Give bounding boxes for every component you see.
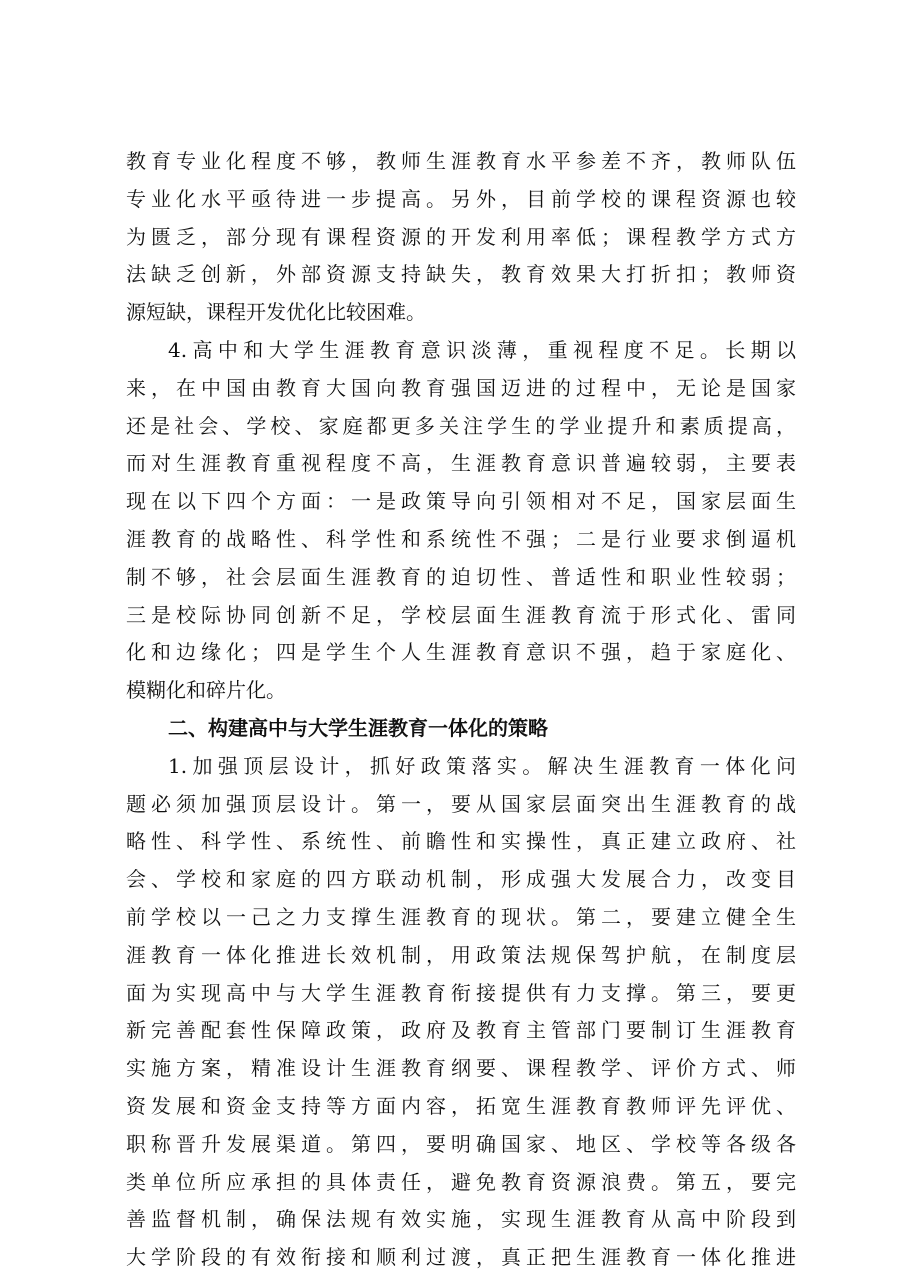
- text-line: 大学阶段的有效衔接和顺利过渡，真正把生涯教育一体化推进: [126, 1245, 796, 1270]
- text-line: 会、学校和家庭的四方联动机制，形成强大发展合力，改变目: [126, 867, 796, 892]
- section-heading: 二、构建高中与大学生涯教育一体化的策略: [168, 716, 548, 740]
- text-line: 职称晋升发展渠道。第四，要明确国家、地区、学校等各级各: [126, 1131, 796, 1156]
- text-line: 而对生涯教育重视程度不高，生涯教育意识普遍较弱，主要表: [126, 451, 796, 476]
- text-line: 源短缺，课程开发优化比较困难。: [126, 300, 426, 325]
- text-line: 涯教育的战略性、科学性和系统性不强；二是行业要求倒逼机: [126, 527, 796, 551]
- text-line: 法缺乏创新，外部资源支持缺失，教育效果大打折扣；教师资: [126, 262, 796, 287]
- text-line: 教育专业化程度不够，教师生涯教育水平参差不齐，教师队伍: [126, 149, 796, 173]
- text-line: 专业化水平亟待进一步提高。另外，目前学校的课程资源也较: [126, 186, 796, 211]
- text-line: 为匮乏，部分现有课程资源的开发利用率低；课程教学方式方: [126, 224, 796, 249]
- text-line: 模糊化和碎片化。: [126, 678, 286, 703]
- text-line: 类单位所应承担的具体责任，避免教育资源浪费。第五，要完: [126, 1169, 796, 1194]
- text-line: 善监督机制，确保法规有效实施，实现生涯教育从高中阶段到: [126, 1207, 796, 1232]
- text-line: 来，在中国由教育大国向教育强国迈进的过程中，无论是国家: [126, 375, 796, 400]
- paragraph-4-first-line: 4.高中和大学生涯教育意识淡薄，重视程度不足。长期以: [168, 338, 796, 362]
- text-line: 制不够，社会层面生涯教育的迫切性、普适性和职业性较弱；: [126, 564, 796, 589]
- text-line: 资发展和资金支持等方面内容，拓宽生涯教育教师评先评优、: [126, 1094, 796, 1118]
- text-line: 化和边缘化；四是学生个人生涯教育意识不强，趋于家庭化、: [126, 640, 796, 665]
- text-line: 涯教育一体化推进长效机制，用政策法规保驾护航，在制度层: [126, 942, 796, 967]
- paragraph-1-first-line: 1.加强顶层设计，抓好政策落实。解决生涯教育一体化问: [168, 753, 796, 778]
- text-line: 题必须加强顶层设计。第一，要从国家层面突出生涯教育的战: [126, 791, 796, 816]
- text-line: 还是社会、学校、家庭都更多关注学生的学业提升和素质提高，: [126, 413, 796, 438]
- text-line: 实施方案，精准设计生涯教育纲要、课程教学、评价方式、师: [126, 1056, 796, 1081]
- text-line: 新完善配套性保障政策，政府及教育主管部门要制订生涯教育: [126, 1018, 796, 1043]
- text-line: 略性、科学性、系统性、前瞻性和实操性，真正建立政府、社: [126, 829, 796, 854]
- text-line: 前学校以一己之力支撑生涯教育的现状。第二，要建立健全生: [126, 905, 796, 929]
- text-line: 现在以下四个方面：一是政策导向引领相对不足，国家层面生: [126, 489, 796, 514]
- text-line: 三是校际协同创新不足，学校层面生涯教育流于形式化、雷同: [126, 602, 796, 627]
- text-line: 面为实现高中与大学生涯教育衔接提供有力支撑。第三，要更: [126, 980, 796, 1005]
